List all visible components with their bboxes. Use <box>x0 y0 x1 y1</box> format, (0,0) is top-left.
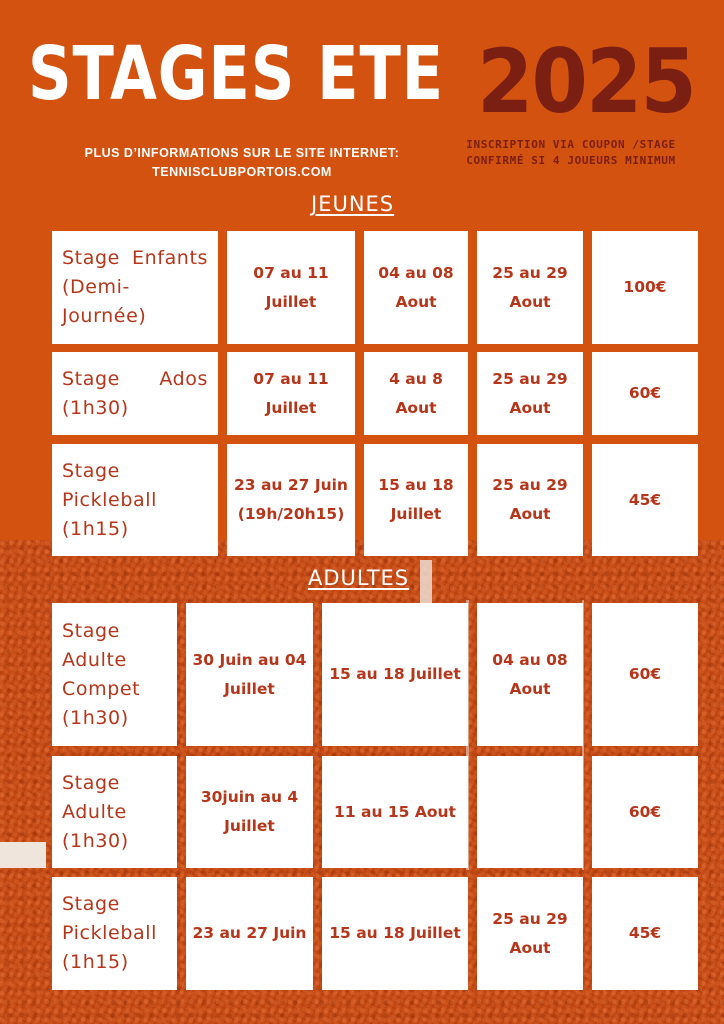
table-cell-dates: 30 Juin au 04 Juillet <box>186 603 313 746</box>
section-title-jeunes: JEUNES <box>311 192 395 216</box>
table-cell-dates: 23 au 27 Juin <box>186 877 313 990</box>
website-link[interactable]: TENNISCLUBPORTOIS.COM <box>152 165 332 179</box>
table-cell-dates: 11 au 15 Aout <box>322 756 468 868</box>
table-cell-dates: 15 au 18 Juillet <box>364 444 468 556</box>
page-title: STAGES ETE <box>28 31 444 117</box>
table-row-label: Stage Ados (1h30) <box>52 352 218 435</box>
page-year: 2025 <box>477 30 695 133</box>
table-row-label: Stage Enfants (Demi-Journée) <box>52 231 218 344</box>
table-cell-dates: 15 au 18 Juillet <box>322 877 468 990</box>
table-cell-price: 60€ <box>592 603 698 746</box>
table-cell-dates: 15 au 18 Juillet <box>322 603 468 746</box>
table-cell-dates: 23 au 27 Juin (19h/20h15) <box>227 444 355 556</box>
court-line <box>0 842 46 868</box>
table-cell-dates: 25 au 29 Aout <box>477 352 583 435</box>
table-row-label: Stage Pickleball (1h15) <box>52 444 218 556</box>
registration-note: INSCRIPTION VIA COUPON /STAGE CONFIRMÉ SI 4 JOUEURS MINIMUM <box>466 138 676 167</box>
table-cell-dates: 30juin au 4 Juillet <box>186 756 313 868</box>
section-title-adultes: ADULTES <box>308 566 410 590</box>
table-cell-dates: 04 au 08 Aout <box>477 603 583 746</box>
table-cell-price: 45€ <box>592 877 698 990</box>
table-cell-dates: 25 au 29 Aout <box>477 877 583 990</box>
info-block <box>22 144 462 182</box>
table-cell-price: 60€ <box>592 756 698 868</box>
table-cell-dates: 07 au 11 Juillet <box>227 352 355 435</box>
court-line <box>420 560 432 604</box>
table-row-label: Stage Adulte Compet (1h30) <box>52 603 177 746</box>
table-cell-dates: 4 au 8 Aout <box>364 352 468 435</box>
table-cell-dates: 25 au 29 Aout <box>477 444 583 556</box>
table-cell-dates: 07 au 11 Juillet <box>227 231 355 344</box>
table-cell-dates: 04 au 08 Aout <box>364 231 468 344</box>
table-cell-price: 100€ <box>592 231 698 344</box>
table-row-label: Stage Pickleball (1h15) <box>52 877 177 990</box>
table-cell-empty <box>477 756 583 868</box>
table-cell-dates: 25 au 29 Aout <box>477 231 583 344</box>
table-row-label: Stage Adulte (1h30) <box>52 756 177 868</box>
table-cell-price: 60€ <box>592 352 698 435</box>
table-cell-price: 45€ <box>592 444 698 556</box>
info-line: PLUS D’INFORMATIONS SUR LE SITE INTERNET: <box>84 146 400 160</box>
